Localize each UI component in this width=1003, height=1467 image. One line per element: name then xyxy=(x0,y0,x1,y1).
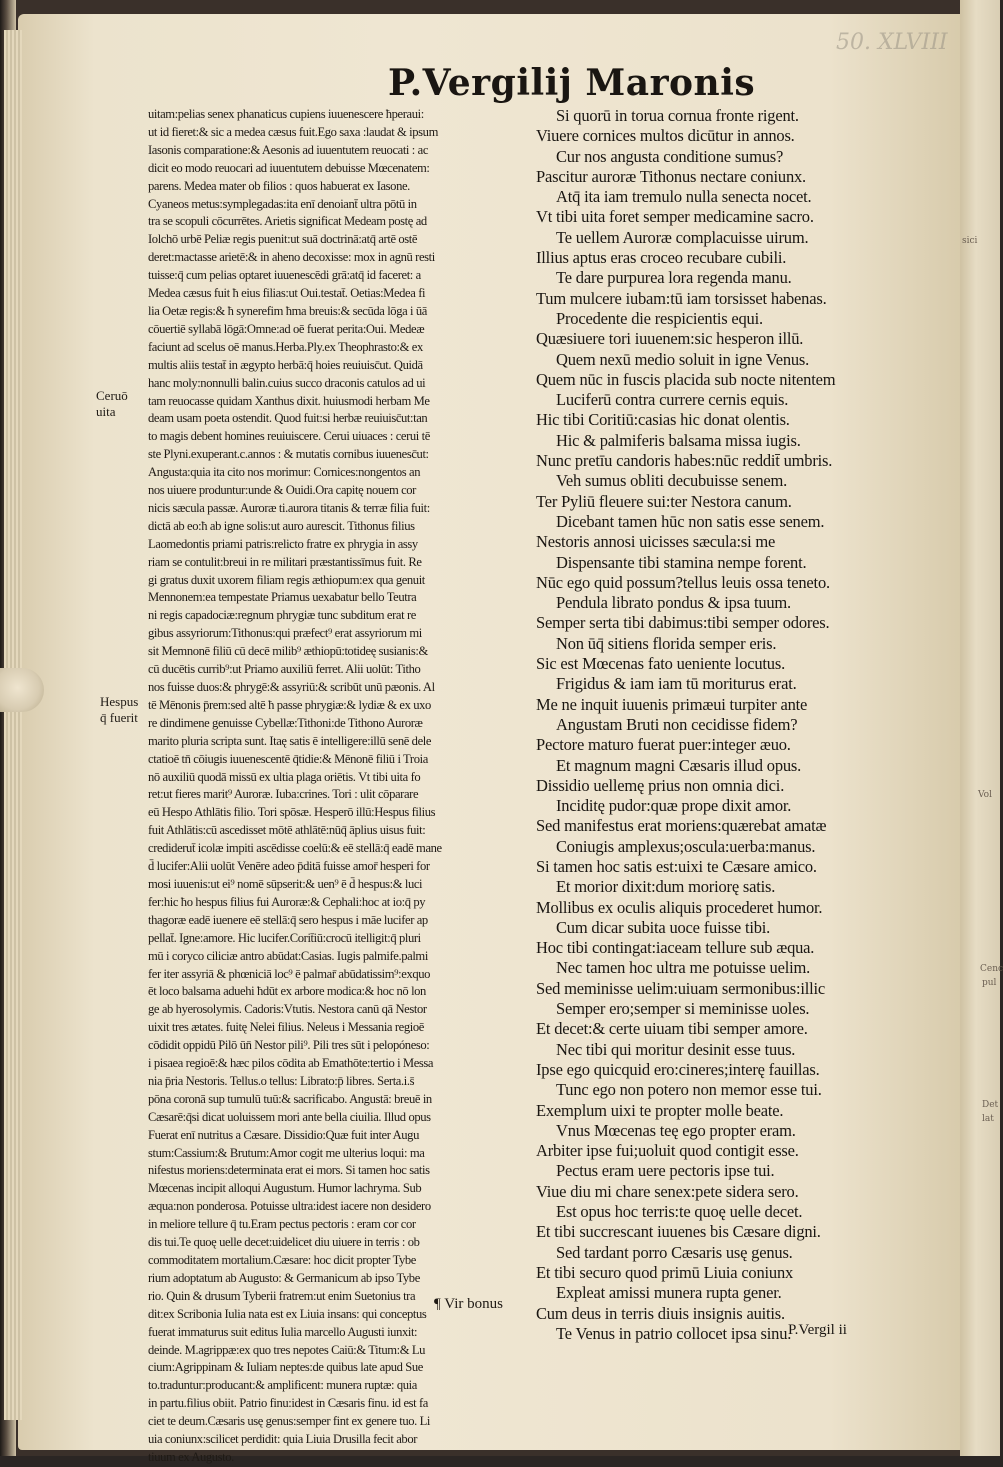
commentary-line: ste Plyni.exuperant.c.annos : & mutatis cornibus iuuenesc̄ut: xyxy=(148,447,429,462)
commentary-line: Iolchō urbē Peliæ regis puenit:ut suā doctrinā:atq̄ artē ostē xyxy=(148,232,418,247)
verse-line: Dispensante tibi stamina nempe forent. xyxy=(556,552,807,572)
commentary-line: ge ab hyerosolymis. Cadoris:Vtutis. Nestora canū qā Nestor xyxy=(148,1002,427,1017)
verse-line: Tum mulcere iubam:tū iam torsisset habenas. xyxy=(536,288,827,308)
commentary-line: Mœcenas incipit alloqui Augustum. Humor lachryma. Sub xyxy=(148,1181,422,1196)
commentary-line: fer iter assyriā & phœniciā loc⁹ ē palmar̄ abūdatissim⁹:exquo xyxy=(148,966,431,981)
commentary-line: Cyaneos metus:symplegadas:ita enī denoiant̄ ultra pōtū in xyxy=(148,196,417,211)
commentary-line: lia Oetæ regis:& ħ synerefim ħma breuis:& secūda lōga i ūā xyxy=(148,303,427,318)
commentary-line: ciet te deum.Cæsaris usę genus:semper fint ex genere tuo. Li xyxy=(148,1414,431,1429)
verse-line: Nūc ego quid possum?tellus leuis ossa teneto. xyxy=(536,572,830,592)
commentary-line: sit Memnonē filiū cū decē milib⁹ æthiopū:totideę susianis:& xyxy=(148,644,428,659)
margin-gloss xyxy=(96,388,128,420)
commentary-line: mosi iuuenis:ut ei⁹ nomē sūpserit:& uen⁹ ē d̄ hespus:& luci xyxy=(148,876,423,891)
verse-line: Viuere cornices multos dicūtur in annos. xyxy=(536,126,795,146)
verse-line: Quem nexū medio soluit in igne Venus. xyxy=(556,349,810,369)
commentary-line: in partu.filius obiit. Patrio finu:idest in Cæsaris finu. id est fa xyxy=(148,1396,428,1411)
commentary-line: deam usam poeta ostendit. Quod fuit:si herbæ reuiuisc̄ut:tan xyxy=(148,411,428,426)
verse-line: Ter Pyliū fleuere sui:ter Nestora canum. xyxy=(536,491,792,511)
verse-line: Tunc ego non potero non memor esse tui. xyxy=(556,1080,822,1100)
commentary-line: d̄ lucifer:Alii uolūt Venēre adeo p̄ditā fuisse amor̄ hesperi for xyxy=(148,859,430,874)
verse-line: Cum deus in terris diuis insignis auitis. xyxy=(536,1303,785,1323)
commentary-line: gi gratus duxit uxorem filiam regis æthiopum:ex qua genuit xyxy=(148,572,425,587)
verse-line: Veh sumus obliti decubuisse senem. xyxy=(556,471,788,491)
commentary-line: deinde. M.agrippæ:ex quo tres nepotes Caiū:& Titum:& Lu xyxy=(148,1342,426,1357)
commentary-line: uitam:pelias senex phanaticus cupiens iuuenescere ħperaui: xyxy=(148,107,424,121)
verse-line: Sed meminisse uelim:uiuam sermonibus:illic xyxy=(536,978,826,998)
commentary-line: uixit tres ætates. fuitę Nelei filius. Neleus i Messania regioē xyxy=(148,1020,424,1035)
verse-line: Nec tamen hoc ultra me potuisse uelim. xyxy=(556,958,811,978)
margin-gloss-sub: q̄ fuerit xyxy=(100,710,138,725)
verse-line: Et tibi securo quod primū Liuia coniunx xyxy=(536,1262,794,1282)
commentary-line: tiuum ex Augusto. xyxy=(148,1449,234,1464)
commentary-line: nō auxiliū quodā missū ex ultia plaga oriētis. Vt tibi uita fo xyxy=(148,769,421,784)
margin-gloss-sub: uita xyxy=(96,404,116,419)
verse-line: Exemplum uixi te propter molle beate. xyxy=(536,1100,784,1120)
facing-page-edge xyxy=(960,0,1003,1456)
commentary-line: Iasonis comparatione:& Aesonis ad iuuentutem reuocati : ac xyxy=(148,142,429,157)
binding-clasp xyxy=(0,668,44,712)
verse-line: Pendula librato pondus & ipsa tuum. xyxy=(556,593,791,613)
commentary-line: nicis sæcula passæ. Auroræ ti.aurora titanis & terræ filia fuit: xyxy=(148,500,430,515)
verse-line: Te dare purpurea lora regenda manu. xyxy=(556,268,792,288)
commentary-line: pōna coronā sup tumulū tuū:& sacrificabo. Angustā: breuē in xyxy=(148,1091,432,1106)
verse-line: Pectore maturo fuerat puer:integer æuo. xyxy=(536,735,791,755)
verse-line: Sed manifestus erat moriens:quærebat amatæ xyxy=(536,816,827,836)
commentary-line: ret:ut fieres marit⁹ Auroræ. Iuba:crines. Tori : ulit cōparare xyxy=(148,787,419,802)
commentary-line: mū i coryco ciliciæ antro abūdat:Casias. Iugis palmife.palmi xyxy=(148,948,428,963)
edge-mark: lat xyxy=(982,1114,994,1124)
commentary-line: ēt loco balsama aduehi ħdūt ex arbore modica:& hoc nō lon xyxy=(148,984,426,999)
commentary-line: uia coniunx:scilicet perdidit: quia Liuia Drusilla fecit abor xyxy=(148,1432,418,1447)
edge-mark: Vol xyxy=(978,790,992,800)
commentary-line: tam reuocasse quidam Xanthus dixit. huiusmodi herbam Me xyxy=(148,393,430,408)
verse-line: Frigidus & iam iam tū moriturus erat. xyxy=(556,674,797,694)
verse-line: Luciferū contra currere cernis equis. xyxy=(556,390,789,410)
verse-line: Est opus hoc terris:te quoę uelle decet. xyxy=(556,1202,803,1222)
verse-line: Nunc pretīu candoris habes:nūc reddit̄ umbris. xyxy=(536,451,833,471)
verse-line: Pectus eram uere pectoris ipse tui. xyxy=(556,1161,775,1181)
verse-line: Non ūq̄ sitiens florida semper eris. xyxy=(556,633,777,653)
verse-line: Te Venus in patrio collocet ipsa sinu. xyxy=(556,1323,792,1343)
verse-line: Pascitur auroræ Tithonus nectare coniunx. xyxy=(536,166,806,186)
verse-line: Ipse ego quicquid ero:cineres;interę fauillas. xyxy=(536,1059,820,1079)
commentary-line: crediderut̄ icolæ impiti ascēdisse coelū:& eē stellā:q̄ eadē mane xyxy=(148,841,442,856)
commentary-line: tra se scopuli cōcurrētes. Arietis significat Medeam postę ad xyxy=(148,214,427,229)
verse-line: Sic est Mœcenas fato ueniente locutus. xyxy=(536,654,785,674)
page-stack-edge xyxy=(4,30,22,1420)
commentary-line: nos fuisse duos:& phrygē:& assyriū:& scribūt unū pæonis. Al xyxy=(148,680,435,694)
verse-line: Procedente die respicientis equi. xyxy=(556,308,763,328)
verse-line: Nec tibi qui moritur desinit esse tuus. xyxy=(556,1039,796,1059)
commentary-line: nia p̄ria Nestoris. Tellus.o tellus: Librato:p̄ libres. Serta.i.s̄ xyxy=(148,1073,415,1088)
verse-line: Et morior dixit:dum moriorę satis. xyxy=(556,877,776,897)
commentary-line: fuerat immaturus suit editus Iulia marcello Augusti iunxit: xyxy=(148,1324,418,1339)
commentary-line: Medea cæsus fuit ħ eius filias:ut Oui.testat̄. Oetias:Medea fi xyxy=(148,286,426,301)
commentary-line: gibus assyriorum:Tithonus:qui præfect⁹ erat assyriorum mi xyxy=(148,626,422,641)
verse-line: Dissidio uellemę prius non omnia dici. xyxy=(536,775,785,795)
commentary-line: Fuerat enī nutritus a Cæsare. Dissidio:Quæ fuit inter Augu xyxy=(148,1127,419,1142)
commentary-line: tē Mēnonis p̄rem:sed altē ħ passe phrygiæ:& lydiæ & ex uxo xyxy=(148,697,431,712)
margin-gloss-title: Hespus xyxy=(100,694,139,709)
commentary-line: re dindimene genuisse Cybellæ:Tithoni:de Tithono Auroræ xyxy=(148,715,423,730)
verse-line: Et decet:& certe uiuam tibi semper amore. xyxy=(536,1019,808,1039)
commentary-line: ctatioē tn̄ cōiugis iuuenescentē q̄tidie:& Mēnonē filiū i Troia xyxy=(148,751,428,766)
catchword: ¶ Vir bonus xyxy=(434,1296,503,1312)
verse-line: Et magnum magni Cæsaris illud opus. xyxy=(556,755,802,775)
edge-mark: Det xyxy=(982,1100,999,1110)
commentary-line: to magis debent homines reuiuiscere. Cerui uiuaces : cerui tē xyxy=(148,429,430,444)
commentary-line: thagoræ eadē iuenere eē stellā:q̄ sero hespus i māe lucifer ap xyxy=(148,912,428,927)
verse-line: Hic tibi Coritiū:casias hic donat olentis. xyxy=(536,410,790,430)
verse-line: Viue diu mi chare senex:pete sidera sero. xyxy=(536,1181,799,1201)
verse-line: Et tibi succrescant iuuenes bis Cæsare digni. xyxy=(536,1222,821,1242)
commentary-line: dit:ex Scribonia Iulia nata est ex Liuia insans: qui conceptus xyxy=(148,1306,427,1321)
verse-line: Cur nos angusta conditione sumus? xyxy=(556,146,784,166)
commentary-line: to.traduntur:producant:& amplificent: munera ruptæ: quia xyxy=(148,1378,417,1393)
commentary-line: marito pluria scripta sunt. Itaę satis ē intelligere:illū senē dele xyxy=(148,733,432,748)
commentary-line: Laomedontis priami patris:relicto fratre ex phrygia in assy xyxy=(148,536,418,551)
commentary-line: cium:Agrippinam & Iuliam neptes:de quibus late apud Sue xyxy=(148,1360,423,1375)
verse-column xyxy=(536,106,876,1344)
commentary-line: æqua:non ponderosa. Potuisse ultra:idest iacere non desidero xyxy=(148,1199,431,1214)
verse-line: Atq̄ ita iam tremulo nulla senecta nocet. xyxy=(556,187,812,207)
commentary-line: Mennonem:ea tempestate Priamus uexabatur bello Teutra xyxy=(148,590,417,605)
commentary-line: cū ducētis currib⁹:ut Priamo auxiliū ferret. Alii uolūt: Titho xyxy=(148,662,421,677)
commentary-line: ni regis capadociæ:regnum phrygiæ tunc subditum erat re xyxy=(148,608,416,623)
verse-line: Nestoris annosi uicisses sæcula:si me xyxy=(536,532,776,552)
commentary-line: dis tui.Te quoę uelle decet:uidelicet diu uiuere in terris : ob xyxy=(148,1235,420,1250)
commentary-line: commoditatem mortalium.Cæsare: hoc dicit propter Tybe xyxy=(148,1253,416,1267)
commentary-line: tuisse:q̄ cum pelias optaret iuuenescēdi grā:atq̄ id faceret: a xyxy=(148,268,421,283)
commentary-line: nifestus moriens:determinata erat ei mors. Si tamen hoc satis xyxy=(148,1163,430,1178)
verse-line: Sed tardant porro Cæsaris usę genus. xyxy=(556,1242,793,1262)
verse-line: Angustam Bruti non cecidisse fidem? xyxy=(556,714,798,734)
commentary-line: rium adoptatum ab Augusto: & Germanicum ab ipso Tybe xyxy=(148,1270,420,1285)
commentary-line: eū Hespo Athlātis filio. Tori spōsæ. Hesperō illū:Hespus filius xyxy=(148,805,436,820)
verse-line: Me ne inquit iuuenis primæui turpiter ante xyxy=(536,694,808,714)
verse-line: Semper serta tibi dabimus:tibi semper odores. xyxy=(536,613,830,633)
commentary-line: Angusta:quia ita cito nos morimur: Cornices:nongentos an xyxy=(148,465,421,480)
verse-line: Si quorū in torua cornua fronte rigent. xyxy=(556,106,799,125)
commentary-line: riam se contulit:breui in re militari præstantissīmus fuit. Re xyxy=(148,554,422,569)
commentary-line: stum:Cassium:& Brutum:Amor cogit me ulterius loqui: ma xyxy=(148,1145,425,1160)
running-head: P.Vergilij Maronis xyxy=(388,62,756,104)
verse-line: Vt tibi uita foret semper medicamine sacro. xyxy=(536,207,814,227)
commentary-line: multis aliis testat̄ in ægypto herbā:q̄ hoies reuiuisc̄ut. Quidā xyxy=(148,357,423,372)
verse-line: Quem nūc in fuscis placida sub nocte nitentem xyxy=(536,369,836,389)
verse-line: Te uellem Auroræ complacuisse uirum. xyxy=(556,227,809,247)
verse-line: Quæsiuere tori iuuenem:sic hesperon illū. xyxy=(536,329,804,349)
edge-mark: sici xyxy=(962,236,978,246)
edge-mark: pul xyxy=(982,978,997,988)
commentary-line: Cæsarē:q̄si dicat uoluissem mori ante bella ciuilia. Illud opus xyxy=(148,1109,431,1124)
commentary-line: fer:hic ħo hespus filius fui Auroræ:& Cephali:hoc at io:q̄ py xyxy=(148,894,426,909)
commentary-line: ut id fieret:& sic a medea cæsus fuit.Ego saxa :laudat & ipsum xyxy=(148,124,438,139)
verse-line: Dicebant tamen hūc non satis esse senem. xyxy=(556,511,825,531)
commentary-line: dicit eo modo reuocari ad iuuentutem debuisse Mœcenatem: xyxy=(148,160,430,175)
commentary-line: hanc moly:nonnulli balin.cuius succo draconis catulos ad ui xyxy=(148,375,426,390)
commentary-line: fuit Athlātis:cū ascedisset mōtē athlātē:nūq̄ āplius uisus fuit: xyxy=(148,823,426,838)
verse-line: Coniugis amplexus;oscula:uerba:manus. xyxy=(556,836,816,856)
pencil-folio-note: 50. XLVIII xyxy=(836,30,948,55)
margin-gloss xyxy=(100,694,138,726)
commentary-line: parens. Medea mater ob filios : quos habuerat ex Iasone. xyxy=(148,178,410,193)
verse-line: Hic & palmiferis balsama missa iugis. xyxy=(556,430,801,450)
commentary-line: dictā ab eo:ħ ab igne solis:ut auro aurescit. Tithonus filius xyxy=(148,518,415,533)
commentary-line: pellat̄. Igne:amore. Hic lucifer.Corit̄iū:crocū itelligit:q̄ pluri xyxy=(148,930,421,945)
commentary-line: cōdidit oppidū Pilō ūn̄ Nestor pili⁹. Pili tres sūt i pelopóneso: xyxy=(148,1038,430,1053)
commentary-line: in meliore tellure q̄ tu.Eram pectus pectoris : eram cor cor xyxy=(148,1217,416,1232)
verse-line: Cum dicar subita uoce fuisse tibi. xyxy=(556,917,771,937)
signature-mark: P.Vergil ii xyxy=(788,1322,847,1338)
commentary-line: cōuertiē syllabā lōgā:Omne:ad oē fuerat perita:Oui. Medeæ xyxy=(148,321,425,336)
commentary-line: rio. Quin & drusum Tyberii fratrem:ut enim Suetonius tra xyxy=(148,1288,416,1303)
commentary-line: faciunt ad scelus oē manus.Herba.Ply.ex Theophrasto:& ex xyxy=(148,339,423,354)
verse-line: Expleat amissi munera rupta gener. xyxy=(556,1283,782,1303)
commentary-line: nos uiuere produntur:unde & Ouidi.Ora capitę nouem cor xyxy=(148,483,416,498)
commentary-column xyxy=(148,106,518,1467)
verse-line: Arbiter ipse fui;uoluit quod contigit esse. xyxy=(536,1141,799,1161)
verse-line: Mollibus ex oculis aliquis procederet humor. xyxy=(536,897,823,917)
commentary-line: deret:mactasse arietē:& in aheno decoxisse: mox in agnū resti xyxy=(148,250,435,265)
verse-line: Semper ero;semper si meminisse uoles. xyxy=(556,999,810,1019)
commentary-line: i pisaea regioē:& hæc pilos cōdita ab Emathōte:tertio i Messa xyxy=(148,1056,434,1071)
verse-line: Illius aptus eras croceo recubare cubili. xyxy=(536,248,787,268)
verse-line: Vnus Mœcenas teę ego propter eram. xyxy=(556,1120,796,1140)
verse-line: Si tamen hoc satis est:uixi te Cæsare amico. xyxy=(536,856,817,876)
margin-gloss-title: Ceruō xyxy=(96,388,128,403)
verse-line: Hoc tibi contingat:iaceam tellure sub æqua. xyxy=(536,938,815,958)
edge-mark: Cenc xyxy=(980,964,1003,974)
verse-line: Inciditę pudor:quæ prope dixit amor. xyxy=(556,796,792,816)
